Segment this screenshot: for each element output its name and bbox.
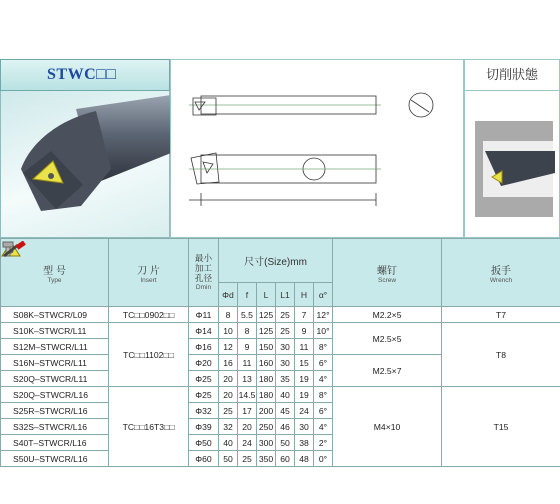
col-screw-header: 螺钉 Screw (333, 239, 442, 307)
table-row: S08K–STWCR/L09 TC□□0902□□ Φ11 8 5.5 125 25 7 12° M2.2×5 T7 (1, 307, 560, 323)
table-row: S50U–STWCR/L16 Φ60 50 25 350 60 48 0° (1, 451, 560, 467)
col-d-header: Φd (219, 283, 238, 307)
table-row: S40T–STWCR/L16 Φ50 40 24 300 50 38 2° (1, 435, 560, 451)
table-row: S12M–STWCR/L11 Φ16 12 9 150 30 11 8° (1, 339, 560, 355)
dimension-drawing (171, 60, 465, 239)
cut-state-title: 切削狀態 (485, 67, 538, 82)
table-row: S20Q–STWCR/L11 Φ25 20 13 180 35 19 4° (1, 371, 560, 387)
table-row: S25R–STWCR/L16 Φ32 25 17 200 45 24 6° (1, 403, 560, 419)
col-insert-header: 刀 片 Insert (109, 239, 189, 307)
table-row: S10K–STWCR/L11 TC□□1102□□ Φ14 10 8 125 25 9 10° M2.5×5 T8 (1, 323, 560, 339)
col-size-header: 尺寸(Size)mm (219, 239, 333, 283)
col-alpha-header: α° (314, 283, 333, 307)
tool-photo (0, 91, 170, 238)
table-row: S16N–STWCR/L11 Φ20 16 11 160 30 15 6° M2.5×7 (1, 355, 560, 371)
col-H-header: H (295, 283, 314, 307)
page-title: STWC□□ (47, 66, 117, 83)
title-box (0, 59, 170, 91)
col-f-header: f (238, 283, 257, 307)
table-row: S20Q–STWCR/L16 TC□□16T3□□ Φ25 20 14.5 180 40 19 8° M4×10 T15 (1, 387, 560, 403)
table-row: S32S–STWCR/L16 Φ39 32 20 250 46 30 4° (1, 419, 560, 435)
cut-state-illustration (464, 91, 560, 238)
cutting-illustration (465, 91, 560, 238)
col-dmin-header: 最小 加工 孔径 Dmin (189, 239, 219, 307)
boring-bar-illustration (1, 91, 171, 238)
col-type-header: 型 号 Type (1, 239, 109, 307)
col-wrench-header: 扳手 Wrench (442, 239, 560, 307)
technical-drawing (170, 59, 464, 238)
col-L1-header: L1 (276, 283, 295, 307)
specification-table (0, 238, 560, 467)
col-L-header: L (257, 283, 276, 307)
cut-state-title-box (464, 59, 560, 91)
